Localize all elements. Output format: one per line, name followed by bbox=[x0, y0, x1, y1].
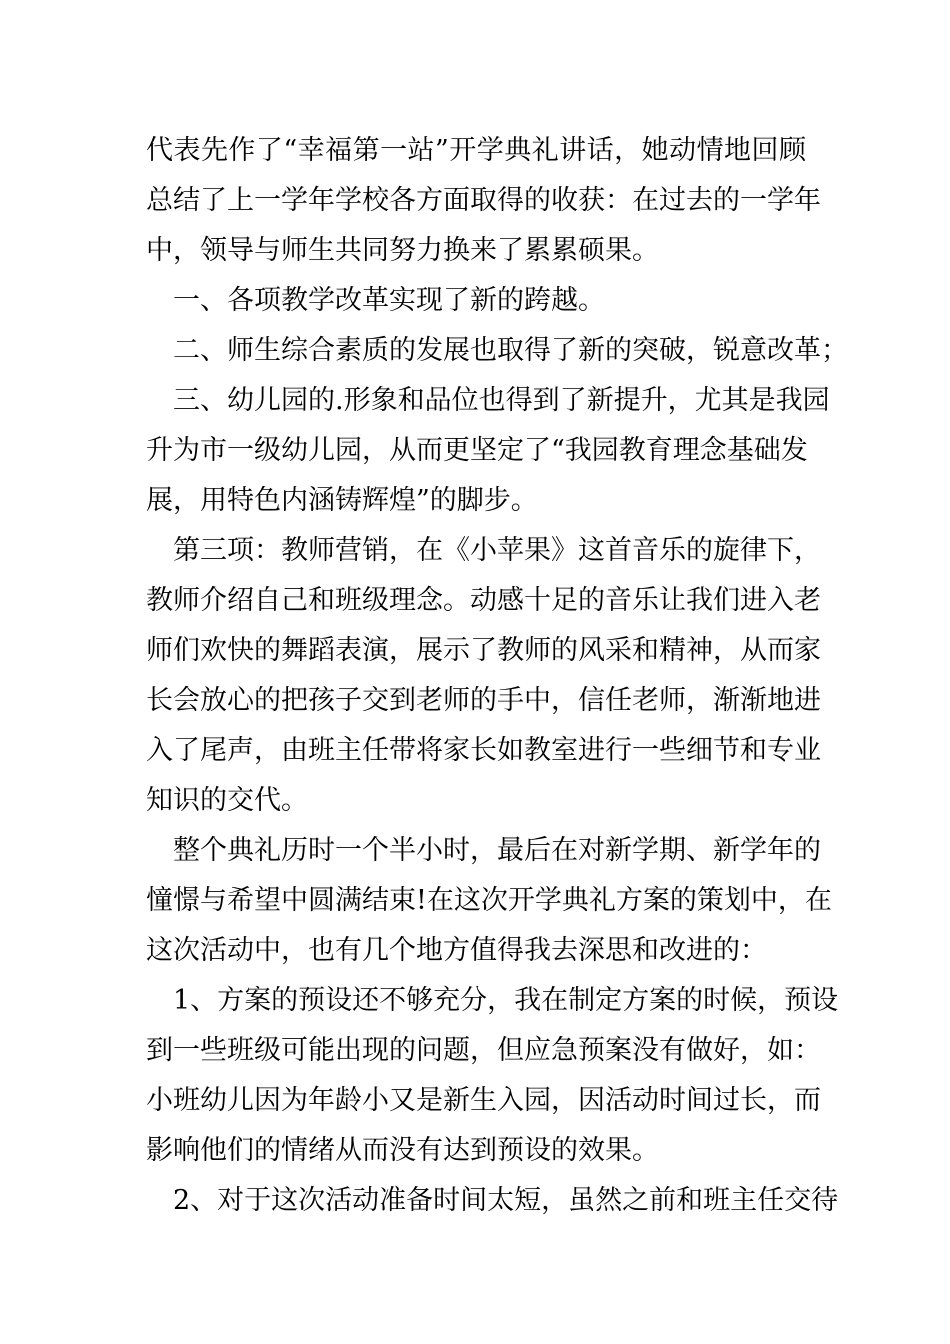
text-line: 长会放心的把孩子交到老师的手中，信任老师，渐渐地进 bbox=[146, 685, 821, 716]
text-line: 小班幼儿因为年龄小又是新生入园，因活动时间过长，而 bbox=[146, 1085, 821, 1116]
list-item: 1、方案的预设还不够充分，我在制定方案的时候，预设 bbox=[173, 985, 839, 1016]
list-item: 三、幼儿园的.形象和品位也得到了新提升，尤其是我园 bbox=[173, 385, 830, 416]
text-line: 师们欢快的舞蹈表演，展示了教师的风采和精神，从而家 bbox=[146, 635, 821, 666]
text-line: 展，用特色内涵铸辉煌”的脚步。 bbox=[146, 485, 538, 516]
text-line: 影响他们的情绪从而没有达到预设的效果。 bbox=[146, 1135, 659, 1166]
text-line: 教师介绍自己和班级理念。动感十足的音乐让我们进入老 bbox=[146, 585, 821, 616]
text-line: 到一些班级可能出现的问题，但应急预案没有做好，如： bbox=[146, 1035, 821, 1066]
paragraph-start: 第三项：教师营销，在《小苹果》这首音乐的旋律下， bbox=[173, 535, 821, 566]
text-line: 入了尾声，由班主任带将家长如教室进行一些细节和专业 bbox=[146, 735, 821, 766]
text-line: 中，领导与师生共同努力换来了累累硕果。 bbox=[146, 235, 659, 266]
text-line: 知识的交代。 bbox=[146, 785, 308, 816]
list-item: 2、对于这次活动准备时间太短，虽然之前和班主任交待 bbox=[173, 1185, 839, 1216]
text-line: 总结了上一学年学校各方面取得的收获：在过去的一学年 bbox=[146, 185, 821, 216]
text-line: 升为市一级幼儿园，从而更坚定了“我园教育理念基础发 bbox=[146, 435, 808, 466]
text-line: 这次活动中，也有几个地方值得我去深思和改进的： bbox=[146, 935, 767, 966]
list-item: 一、各项教学改革实现了新的跨越。 bbox=[173, 285, 605, 316]
list-item: 二、师生综合素质的发展也取得了新的突破，锐意改革； bbox=[173, 335, 848, 366]
text-line: 憧憬与希望中圆满结束!在这次开学典礼方案的策划中，在 bbox=[146, 885, 832, 916]
text-line: 代表先作了“幸福第一站”开学典礼讲话，她动情地回顾 bbox=[146, 135, 806, 166]
paragraph-start: 整个典礼历时一个半小时，最后在对新学期、新学年的 bbox=[173, 835, 821, 866]
